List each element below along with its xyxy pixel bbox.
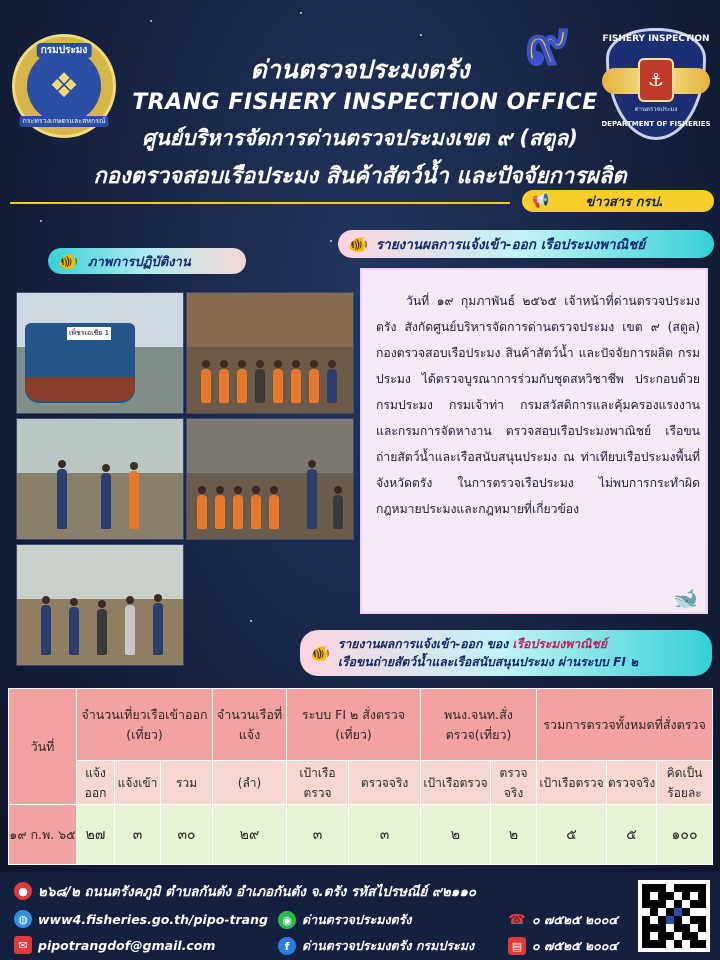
- photo-officers-on-pier: [16, 544, 184, 666]
- facebook-text[interactable]: ด่านตรวจประมงตรัง กรมประมง: [302, 938, 475, 953]
- badge-top-text: FISHERY INSPECTION: [602, 34, 710, 44]
- footer-line[interactable]: [278, 910, 412, 930]
- fish-icon: 🐠: [348, 234, 368, 254]
- cell-in: ๓: [115, 805, 161, 865]
- table-row: [9, 805, 713, 865]
- logo-left-top-text: กรมประมง: [37, 43, 92, 58]
- header-boats: จำนวนเรือที่แจ้ง: [213, 689, 287, 761]
- phone-icon: ☎: [508, 912, 526, 928]
- garuda-emblem-icon: ❖: [27, 49, 101, 123]
- phone-text[interactable]: ๐ ๗๕๒๕ ๒๐๐๔: [532, 912, 618, 927]
- subheader-off-actual: ตรวจจริง: [491, 761, 537, 805]
- report-section-title: [338, 230, 714, 258]
- qr-code-pattern-icon: [642, 884, 706, 948]
- fi2-title-line2: เรือขนถ่ายสัตว์น้ำและเรือสนับสนุนประมง ผ่านระบบ FI ๒: [337, 655, 639, 669]
- cell-tot-target: ๕: [537, 805, 607, 865]
- photo-crew-inspection: [186, 418, 354, 540]
- report-section-label: รายงานผลการแจ้งเข้า-ออก เรือประมงพาณิชย์: [375, 237, 646, 253]
- fax-text[interactable]: ๐ ๗๕๒๕ ๒๐๐๔: [532, 938, 618, 953]
- mail-icon: ✉: [14, 936, 32, 954]
- line-text[interactable]: ด่านตรวจประมงตรัง: [302, 912, 412, 927]
- photos-section-title: [48, 248, 246, 274]
- photo-officers-checking: [16, 418, 184, 540]
- report-text-box: [360, 268, 708, 614]
- fishery-inspection-badge: [598, 28, 714, 144]
- cell-off-target: ๒: [421, 805, 491, 865]
- department-of-fisheries-logo: [12, 34, 116, 138]
- line-app-icon: ◉: [278, 911, 296, 929]
- cell-tot-actual: ๕: [607, 805, 657, 865]
- cell-date: ๑๙ ก.พ. ๖๕: [9, 805, 77, 865]
- photo-fishing-vessel: [16, 292, 184, 414]
- address-text: ๒๖๘/๒ ถนนตรังคภูมิ ตำบลกันตัง อำเภอกันตัง จ.ตรัง รหัสไปรษณีย์ ๙๒๑๑๐: [38, 884, 477, 900]
- photos-section-label: ภาพการปฏิบัติงาน: [87, 254, 191, 270]
- whale-icon: 🐋: [673, 586, 698, 610]
- subheader-fi2-actual: ตรวจจริง: [349, 761, 421, 805]
- fi2-section-title: [300, 630, 712, 676]
- subheader-percent: คิดเป็นร้อยละ: [657, 761, 713, 805]
- subheader-tot-actual: ตรวจจริง: [607, 761, 657, 805]
- cell-fi2-target: ๓: [287, 805, 349, 865]
- cell-off-actual: ๒: [491, 805, 537, 865]
- cell-sum: ๓๐: [161, 805, 213, 865]
- footer: [0, 872, 720, 960]
- subheader-off-target: เป้าเรือตรวจ: [421, 761, 491, 805]
- globe-icon: ◍: [14, 910, 32, 928]
- footer-facebook[interactable]: [278, 936, 474, 956]
- subheader-unit: (ลำ): [213, 761, 287, 805]
- badge-sub-text: ด่านตรวจประมง: [634, 106, 678, 113]
- logo-left-bottom-text: กระทรวงเกษตรและสหกรณ์: [20, 116, 109, 127]
- fish-icon: 🐠: [310, 643, 330, 663]
- subheader-sum: รวม: [161, 761, 213, 805]
- location-pin-icon: ●: [14, 882, 32, 900]
- ship-name-plate: เพ็ชรเอเชีย 1: [67, 327, 111, 340]
- facebook-icon: f: [278, 937, 296, 955]
- inspection-table: [8, 688, 712, 864]
- news-tag: [522, 190, 714, 212]
- footer-email[interactable]: [14, 936, 215, 954]
- fi2-title-part-b: เรือประมงพาณิชย์: [512, 637, 607, 651]
- footer-fax[interactable]: [508, 936, 618, 956]
- subheader-in: แจ้งเข้า: [115, 761, 161, 805]
- website-text[interactable]: www4.fisheries.go.th/pipo-trang: [38, 911, 268, 927]
- email-text[interactable]: pipotrangdof@gmail.com: [38, 937, 216, 953]
- news-tag-label: ข่าวสาร กรป.: [585, 194, 664, 210]
- footer-website[interactable]: [14, 910, 268, 928]
- megaphone-icon: 📢: [532, 193, 550, 209]
- cell-boats: ๒๙: [213, 805, 287, 865]
- title-english: TRANG FISHERY INSPECTION OFFICE: [132, 90, 598, 115]
- header-total: รวมการตรวจทั้งหมดที่สั่งตรวจ: [537, 689, 713, 761]
- header-officer: พนง.จนท.สั่งตรวจ(เที่ยว): [421, 689, 537, 761]
- fish-icon: 🐠: [58, 251, 78, 271]
- division-name: กองตรวจสอบเรือประมง สินค้าสัตว์น้ำ และปัจจัยการผลิต: [93, 164, 627, 189]
- zone-number: ๙: [525, 8, 569, 78]
- qr-code[interactable]: [638, 880, 710, 952]
- report-paragraph: วันที่ ๑๙ กุมภาพันธ์ ๒๕๖๕ เจ้าหน้าที่ด่านตรวจประมงตรัง สังกัดศูนย์บริหารจัดการด่านตรวจประมง เขต ๙ (สตูล) กองตรวจสอบเรือประมง สินค้าสัตว์น้ำ และปัจจัยการผลิต กรมประมง ได้ตรวจบูรณาการร่วมกับชุดสหวิชาชีพ ประกอบด้วย กรมประมง กรมเจ้าท่า กรมสวัสดิการและคุ้มครองแรงงาน และกรมการจัดหางาน ตรวจสอบเรือประมงพาณิชย์ เรือขนถ่ายสัตว์น้ำและเรือสนับสนุนประมง ณ ท่าเทียบเรือประมงพื้นที่จังหวัดตรัง ในการตรวจเรือประมง ไม่พบการกระทำผิดกฎหมายประมงและกฎหมายที่เกี่ยวข้อง: [376, 294, 700, 516]
- subheader-fi2-target: เป้าเรือตรวจ: [287, 761, 349, 805]
- cell-fi2-actual: ๓: [349, 805, 421, 865]
- title-thai: ด่านตรวจประมงตรัง: [250, 55, 470, 84]
- cell-out: ๒๗: [77, 805, 115, 865]
- header-date: วันที่: [9, 689, 77, 805]
- header-divider: [10, 202, 510, 204]
- header-trips: จำนวนเที่ยวเรือเข้าออก (เที่ยว): [77, 689, 213, 761]
- photo-crew-lineup: [186, 292, 354, 414]
- cell-percent: ๑๐๐: [657, 805, 713, 865]
- badge-bottom-text: DEPARTMENT OF FISHERIES: [601, 120, 711, 128]
- subheader-out: แจ้งออก: [77, 761, 115, 805]
- footer-address: [14, 880, 476, 902]
- badge-core-icon: ⚓: [638, 58, 674, 102]
- header-fi2: ระบบ FI ๒ สั่งตรวจ (เที่ยว): [287, 689, 421, 761]
- center-name: ศูนย์บริหารจัดการด่านตรวจประมงเขต ๙ (สตูล): [142, 126, 578, 150]
- subheader-tot-target: เป้าเรือตรวจ: [537, 761, 607, 805]
- footer-phone[interactable]: [508, 910, 618, 930]
- fax-icon: ▤: [508, 937, 526, 955]
- fi2-title-part-a: รายงานผลการแจ้งเข้า-ออก ของ: [337, 637, 513, 651]
